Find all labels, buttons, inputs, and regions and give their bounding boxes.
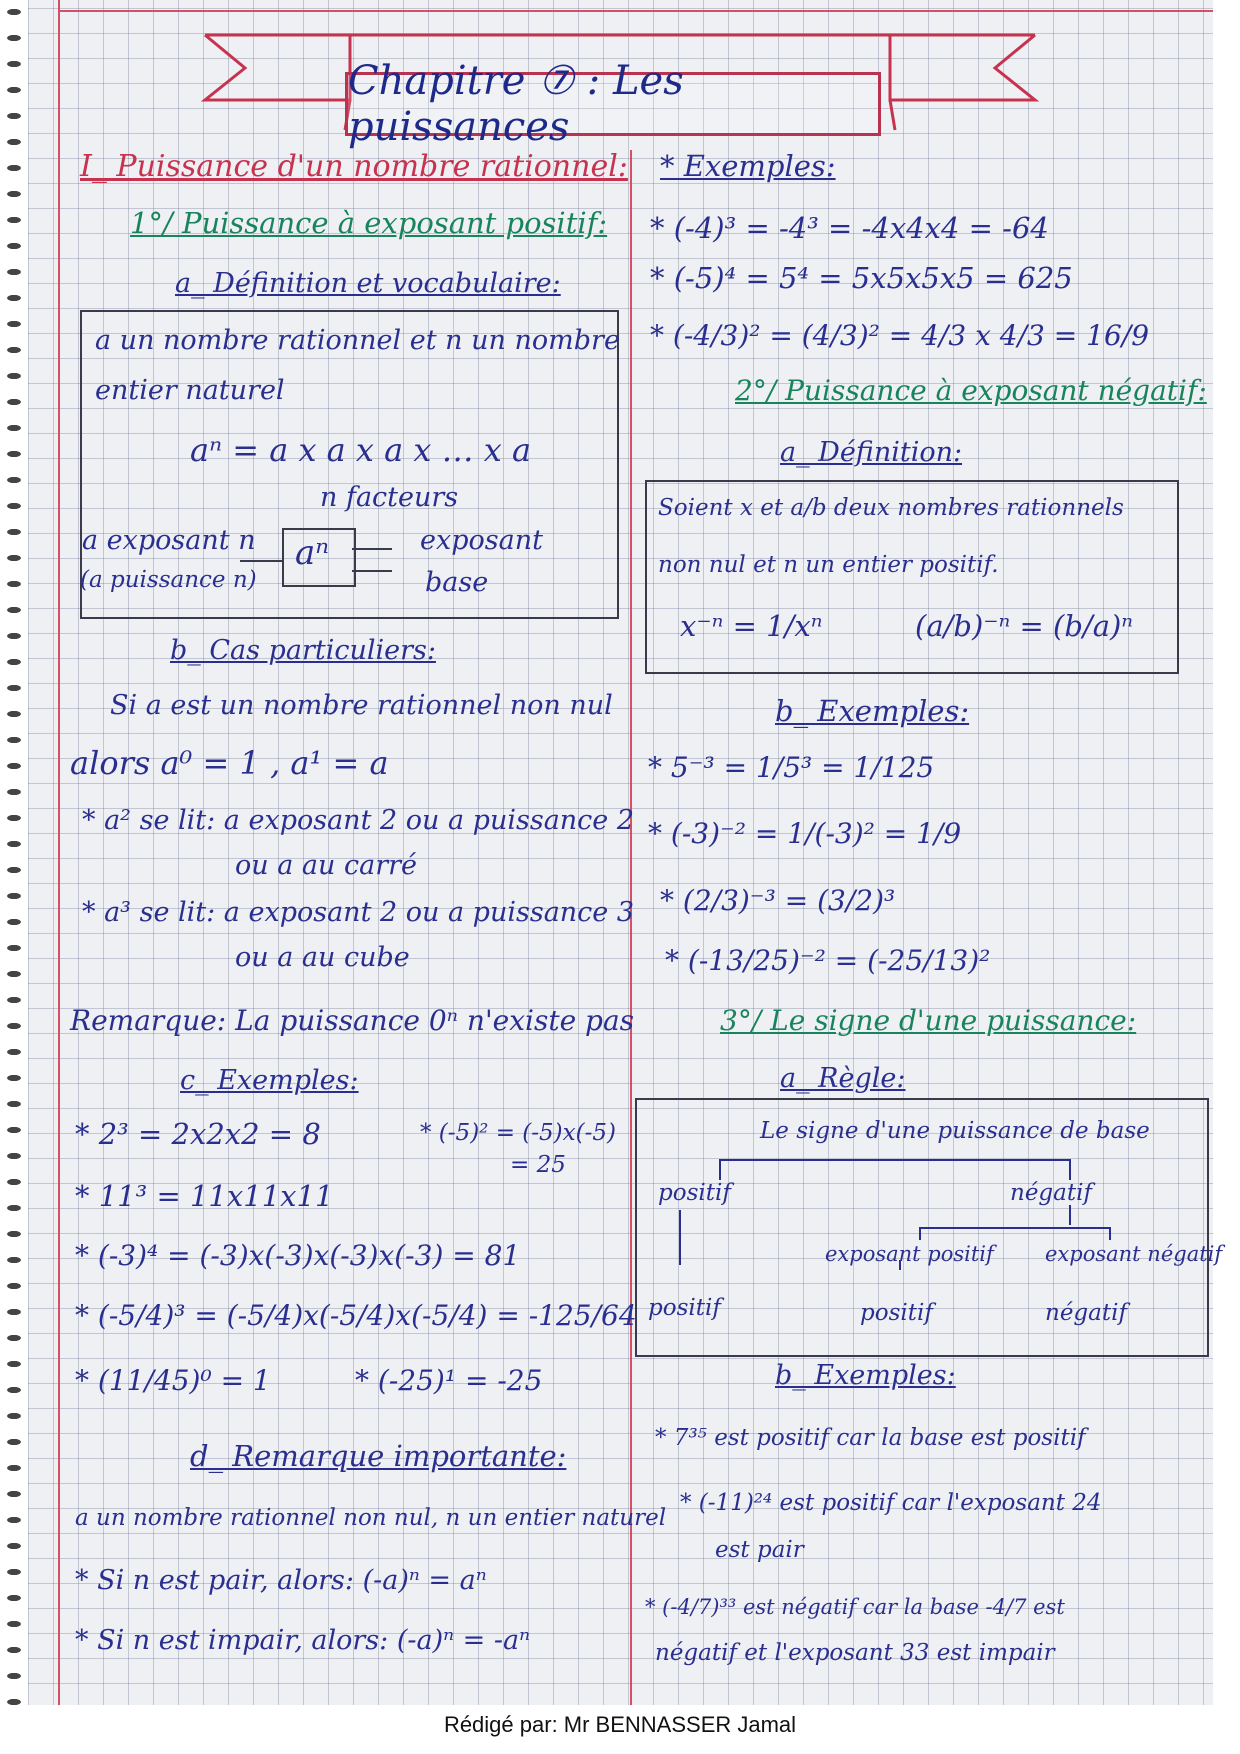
- examples-heading-b2: b_ Exemples:: [775, 1360, 956, 1391]
- example-4: * (-5/4)³ = (-5/4)x(-5/4)x(-5/4) = -125/64: [75, 1299, 637, 1332]
- spiral-binding: [0, 0, 34, 1705]
- special-case-line-4: ou a au carré: [235, 850, 417, 881]
- vocab-puissance: (a puissance n): [80, 567, 257, 593]
- sign-example-3: * (-4/7)³³ est négatif car la base -4/7 est: [645, 1595, 1065, 1619]
- arrow-to-exposant: [352, 548, 392, 550]
- examples-heading-b: b_ Exemples:: [775, 694, 970, 728]
- subsection-heading-1: 1°/ Puissance à exposant positif:: [130, 206, 608, 240]
- example-5b: * (-25)¹ = -25: [355, 1364, 543, 1397]
- right-example-2: * (-5)⁴ = 5⁴ = 5x5x5x5 = 625: [650, 261, 1073, 295]
- right-example-3: * (-4/3)² = (4/3)² = 4/3 x 4/3 = 16/9: [650, 319, 1150, 352]
- example-1b: * (-5)² = (-5)x(-5): [420, 1120, 616, 1146]
- special-case-line-1: Si a est un nombre rationnel non nul: [110, 690, 613, 721]
- rule-heading: a_ Règle:: [780, 1063, 906, 1094]
- negative-example-4: * (-13/25)⁻² = (-25/13)²: [665, 944, 991, 977]
- example-1c: = 25: [510, 1152, 566, 1178]
- vocab-exposant: a exposant n: [82, 525, 256, 556]
- top-margin-line: [58, 10, 1213, 12]
- vocab-base-label: base: [425, 567, 489, 598]
- example-2: * 11³ = 11x11x11: [75, 1179, 334, 1213]
- subsection-heading-3: 3°/ Le signe d'une puissance:: [720, 1004, 1137, 1037]
- special-cases-heading: b_ Cas particuliers:: [170, 635, 436, 666]
- important-remark-line-3: * Si n est impair, alors: (-a)ⁿ = -aⁿ: [75, 1625, 531, 1656]
- important-remark-line-2: * Si n est pair, alors: (-a)ⁿ = aⁿ: [75, 1565, 487, 1596]
- result-positive-1: positif: [648, 1295, 721, 1321]
- special-case-line-5: * a³ se lit: a exposant 2 ou a puissance 3: [82, 897, 635, 928]
- base-positive: positif: [658, 1180, 731, 1206]
- example-1: * 2³ = 2x2x2 = 8: [75, 1117, 321, 1151]
- special-case-line-6: ou a au cube: [235, 942, 410, 973]
- important-remark-heading: d_ Remarque importante:: [190, 1439, 567, 1473]
- definition-heading: a_ Définition et vocabulaire:: [175, 268, 561, 299]
- even-exponent: exposant positif: [825, 1242, 994, 1266]
- negative-formula-2: (a/b)⁻ⁿ = (b/a)ⁿ: [915, 609, 1134, 643]
- sign-example-2b: est pair: [715, 1537, 804, 1563]
- result-positive-2: positif: [860, 1300, 933, 1326]
- definition-line-2: entier naturel: [95, 375, 285, 406]
- special-case-line-2: alors a⁰ = 1 , a¹ = a: [70, 744, 389, 782]
- negative-formula-1: x⁻ⁿ = 1/xⁿ: [680, 609, 823, 643]
- odd-exponent: exposant négatif: [1045, 1242, 1223, 1266]
- sign-rule-title: Le signe d'une puissance de base: [760, 1118, 1150, 1144]
- power-formula: aⁿ = a x a x a x … x a: [190, 431, 532, 469]
- negative-def-line-2: non nul et n un entier positif.: [658, 552, 999, 578]
- base-negative: négatif: [1010, 1180, 1092, 1206]
- special-case-line-3: * a² se lit: a exposant 2 ou a puissance 2: [82, 805, 635, 836]
- left-margin-line: [58, 0, 60, 1705]
- factors-label: n facteurs: [320, 482, 459, 513]
- definition-heading-2: a_ Définition:: [780, 437, 963, 468]
- vocab-exposant-label: exposant: [420, 525, 543, 556]
- sign-example-2: * (-11)²⁴ est positif car l'exposant 24: [680, 1490, 1102, 1516]
- definition-line-1: a un nombre rationnel et n un nombre: [95, 325, 620, 356]
- result-negative: négatif: [1045, 1300, 1127, 1326]
- negative-example-3: * (2/3)⁻³ = (3/2)³: [660, 884, 896, 917]
- examples-heading-right: * Exemples:: [660, 149, 836, 183]
- sign-example-3b: négatif et l'exposant 33 est impair: [655, 1640, 1055, 1666]
- example-3: * (-3)⁴ = (-3)x(-3)x(-3)x(-3) = 81: [75, 1239, 521, 1272]
- negative-example-2: * (-3)⁻² = 1/(-3)² = 1/9: [648, 817, 962, 850]
- arrow-to-symbol: [240, 560, 282, 562]
- page-title: Chapitre ⑦ : Les puissances: [345, 72, 881, 136]
- vocab-symbol: aⁿ: [295, 533, 330, 573]
- example-5: * (11/45)⁰ = 1: [75, 1364, 271, 1397]
- subsection-heading-2: 2°/ Puissance à exposant négatif:: [735, 374, 1207, 407]
- important-remark-line-1: a un nombre rationnel non nul, n un entier naturel: [75, 1505, 667, 1531]
- arrow-to-base: [352, 570, 392, 572]
- remark-line: Remarque: La puissance 0ⁿ n'existe pas: [70, 1004, 635, 1037]
- negative-example-1: * 5⁻³ = 1/5³ = 1/125: [648, 751, 935, 784]
- right-example-1: * (-4)³ = -4³ = -4x4x4 = -64: [650, 211, 1049, 245]
- examples-heading-c: c_ Exemples:: [180, 1065, 359, 1096]
- negative-def-line-1: Soient x et a/b deux nombres rationnels: [658, 495, 1124, 521]
- sign-example-1: * 7³⁵ est positif car la base est positif: [655, 1425, 1086, 1451]
- footer-author: Rédigé par: Mr BENNASSER Jamal: [443, 1712, 797, 1737]
- section-heading-1: I_ Puissance d'un nombre rationnel:: [80, 149, 628, 184]
